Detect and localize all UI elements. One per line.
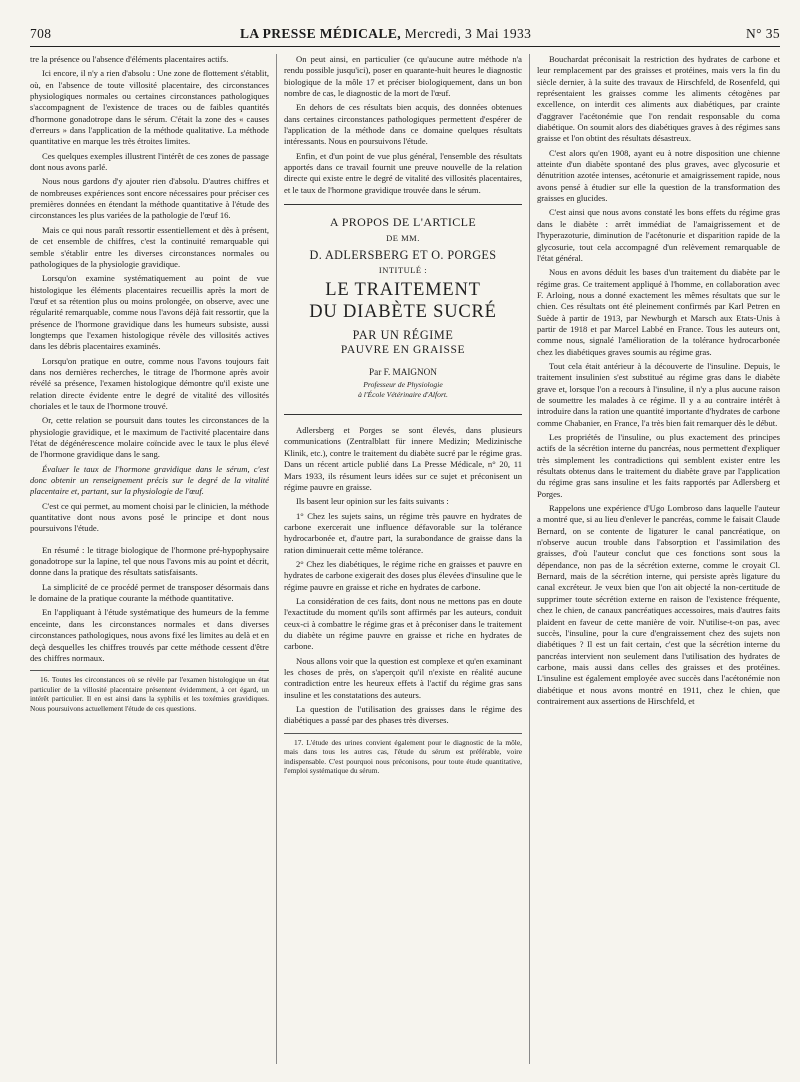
paragraph: Ils basent leur opinion sur les faits suivants : bbox=[296, 496, 449, 507]
title-line: A PROPOS DE L'ARTICLE bbox=[329, 215, 477, 230]
paragraph: Lorsqu'on pratique en outre, comme nous l'avons toujours fait dans nos dernières recherches, le titrage de l'hormone après avoir révélé sa présence, l'examen histologique démontre qu'il existe une relation directe évidente entre le degré de vitalité des villosités choriales et le taux de l'hormone trouvé. bbox=[30, 355, 269, 411]
title-line: INTITULÉ : bbox=[378, 265, 428, 276]
column-right bbox=[537, 54, 780, 1068]
article-title-main: DU DIABÈTE SUCRÉ bbox=[309, 301, 497, 322]
footnote bbox=[284, 738, 522, 776]
section-divider bbox=[284, 204, 522, 205]
paragraph: La question de l'utilisation des graisses dans le régime des diabétiques a passé par des phases très diverses. bbox=[284, 704, 522, 726]
paragraph: Nous allons voir que la question est complexe et qu'en examinant les choses de près, on s'aperçoit qu'il n'existe en réalité aucune contradiction entre les heureux effets à l'actif du régime gras sans insuline et les constatations des auteurs. bbox=[284, 655, 522, 700]
section-divider bbox=[284, 414, 522, 415]
footnote-separator bbox=[284, 733, 522, 734]
paragraph: Rappelons une expérience d'Ugo Lombroso dans laquelle l'auteur a montré que, si au lieu d'enlever le pancréas, comme le faisait Claude Bernard, on se contente de ligaturer le canal pancréatique, on n'observe aucun trouble dans l'absorption et l'assimilation des graisses, d'où l'auteur conclut que ces fonctions sont sous la dépendance, non pas de la sécrétion externe, comme le croyait Cl. Bernard, mais de la sécrétion interne, qui persiste après ligature du canal excréteur. Je veux bien que l'on ait objecté la non-certitude de supprimer toute sécrétion externe en raison de l'existence fréquente, chez le chien, de canaux pancréatiques accessoires, mais d'autres faits plaident en faveur de cette manière de voir. N'utilise-t-on pas, avec succès, l'insuline, pour la cure d'engraissement chez des sujets non diabétiques ? Il est un fait certain, c'est que la sécrétion interne du pancréas intervient non seulement dans l'utilisation des hydrates de carbone, mais aussi dans celles des graisses et des protéines. L'insuline est également employée avec succès dans l'acétonémie non diabétique et nous avons montré en 1911, chez le chien, que contrairement aux assertions de Hirschfeld, et bbox=[537, 503, 780, 706]
paragraph-italic: Évaluer le taux de l'hormone gravidique dans le sérum, c'est donc obtenir un renseignement précis sur le degré de la vitalité placentaire et, partant, sur la physiologie de l'œuf. bbox=[30, 463, 269, 497]
paragraph: Lorsqu'on examine systématiquement au point de vue histologique les éléments placentaires recueillis après la mort de l'œuf et sa rétention plus ou moins prolongée, on observe, avec une régularité remarquable, comme nous l'avons déjà fait ressortir, que la présence de l'hormone gravidique dans les humeurs subsiste, aussi longtemps que l'examen histologique révèle des villosités actives dans les débris placentaires examinés. bbox=[30, 273, 269, 352]
article-subtitle: PAR UN RÉGIME bbox=[352, 328, 454, 343]
running-header bbox=[30, 22, 780, 47]
page-number: 708 bbox=[30, 26, 52, 41]
paragraph: Or, cette relation se poursuit dans toutes les circonstances de la physiologie gravidique, et le maximum de l'activité placentaire dans l'état de dégénérescence molaire coïncide avec le taux le plus élevé de l'hormone gravidique dans le sang. bbox=[30, 415, 269, 460]
article-title-block bbox=[284, 215, 522, 400]
paragraph: Adlersberg et Porges se sont élevés, dans plusieurs communications (Zentralblatt für innere Medizin; Medizinische Klinik, etc.), contre le traitement du diabète sucré par le régime gras. Dans un récent article publié dans La Presse Médicale, n° 20, 11 Mars 1933, ils résument leurs idées sur ce sujet et préconisent un régime pauvre en graisse. bbox=[284, 425, 522, 492]
paragraph: Les propriétés de l'insuline, ou plus exactement des principes actifs de la sécrétion interne du pancréas, nous permettent d'expliquer très simplement les contradictions qui semblent exister entre les résultats obtenus dans le traitement du diabète grave par l'application du régime gras sans insuline et les faits rapportés par Adlersberg et Porges. bbox=[537, 432, 780, 499]
column-rule bbox=[529, 54, 530, 1064]
author-affiliation: Professeur de Physiologie bbox=[363, 380, 443, 390]
paragraph: C'est ainsi que nous avons constaté les bons effets du régime gras dans le diabète : arrêt immédiat de l'amaigrissement et de l'hyperazoturie, diminution de l'acétonurie et disparition rapide de la glycosurie, tout cela accompagné d'un relèvement remarquable de l'état général. bbox=[537, 207, 780, 263]
paragraph: C'est ce qui permet, au moment choisi par le clinicien, la méthode quantitative dont nous avons posé le principe et dont nous poursuivons l'étude. bbox=[30, 500, 269, 534]
paragraph: 1° Chez les sujets sains, un régime très pauvre en hydrates de carbone exercerait une influence défavorable sur la tolérance hydrocarbonée et, d'autre part, la surabondance de graisse dans la ration diminuerait cette même tolérance. bbox=[284, 510, 522, 555]
column-left bbox=[30, 54, 269, 1068]
paragraph: Mais ce qui nous paraît ressortir essentiellement et dès à présent, de cet ensemble de chiffres, c'est la continuité remarquable qui semble s'établir entre les diverses circonstances normales ou pathologiques de la physiologie gravidique. bbox=[30, 224, 269, 269]
paragraph: Nous nous gardons d'y ajouter rien d'absolu. D'autres chiffres et de nombreuses expériences sont encore nécessaires pour préciser ces premières données en étendant la méthode quantitative à l'étude des circonstances les plus variées de la pathologie de l'œuf 16. bbox=[30, 176, 269, 221]
title-line: DE MM. bbox=[386, 232, 420, 243]
paragraph: 2° Chez les diabétiques, le régime riche en graisses et pauvre en hydrates de carbone exigerait des doses plus élevées d'insuline que le régime pauvre en graisse et riche en hydrates de carbone. bbox=[284, 558, 522, 592]
article-subtitle: PAUVRE EN GRAISSE bbox=[340, 344, 466, 357]
paragraph: Nous en avons déduit les bases d'un traitement du diabète par le régime gras. Ce traitement appliqué à l'homme, en collaboration avec F. Arloing, nous a donné exactement les mêmes résultats que sur le chien. Ces résultats ont été pleinement confirmés par Karl Petren en Suède à partir de 1913, par Newburgh et Marsch aux Etats-Unis à partir de 1918 et par Marcel Labbé en France. Tous les auteurs ont, comme nous, signalé l'amélioration de la tolérance hydrocarbonée chez les diabétiques graves soumis au régime gras. bbox=[537, 267, 780, 357]
paragraph: Enfin, et d'un point de vue plus général, l'ensemble des résultats apportés dans ce travail fournit une preuve nouvelle de la relation directe qui existe entre le degré de vitalité des villosités placentaires, et le taux de l'hormone gravidique trouvée dans le sérum. bbox=[284, 150, 522, 195]
issue-date: Mercredi, 3 Mai 1933 bbox=[404, 26, 532, 41]
paragraph: Ici encore, il n'y a rien d'absolu : Une zone de flottement s'établit, où, en l'absence de toute villosité placentaire, des circonstances physiologiques normales ou certaines circonstances pathologiques s'accompagnent de l'existence de traces ou de faibles quantités d'hormone gonadotrope dans le sérum. C'était la zone des « causes d'erreurs » dans l'application de la méthode qualitative. La méthode quantitative en marque les très étroites limites. bbox=[30, 68, 269, 147]
footnote-separator bbox=[30, 670, 269, 671]
paragraph: Tout cela était antérieur à la découverte de l'insuline. Depuis, le traitement insulinien s'est substitué au régime gras dans le diabète grave et, lorsque l'on a recours à l'insuline, il n'y a plus aucune raison de soumettre les malades à ce régime. Il y a au contraire intérêt à introduire dans la ration une quantité importante d'hydrates de carbone comme Chabanier, en France, l'a très bien fait remarquer dès le début. bbox=[537, 360, 780, 428]
paragraph: En l'appliquant à l'étude systématique des humeurs de la femme enceinte, dans les circonstances normales et dans diverses circonstances pathologiques, nous avons fixé les limites au delà et en deçà desquelles les chiffres trouvés par cette méthode cessent d'être des chiffres normaux. bbox=[30, 607, 269, 663]
paragraph: Bouchardat préconisait la restriction des hydrates de carbone et leur remplacement par des graisses et protéines, mais vers la fin du siècle dernier, à la suite des travaux de Hirschfeld, de Rosenfeld, qui représentaient les graisses comme les aliments cétogènes par excellence, on interdit ces aliments aux diabétiques, par crainte d'aggraver l'acétonémie que l'on rendait responsable du coma diabétique. On soumit alors des diabétiques graves à des régimes sans graisse et l'on obtint des résultats désastreux. bbox=[537, 54, 780, 144]
journal-title bbox=[240, 26, 531, 42]
paragraph: On peut ainsi, en particulier (ce qu'aucune autre méthode n'a rendu possible jusqu'ici), poser en quarante-huit heures le diagnostic biologique de la môle 17 et préciser biologiquement, dans un bon nombre de cas, le diagnostic de la mort de l'œuf. bbox=[284, 54, 522, 99]
paragraph: La simplicité de ce procédé permet de transposer désormais dans le domaine de la pratique courante la méthode quantitative. bbox=[30, 581, 269, 604]
summary-paragraph: En résumé : le titrage biologique de l'hormone pré-hypophysaire gonadotrope sur la lapine, tel que nous l'avons mis au point et décrit, donne dans la pratique des résultats satisfaisants. bbox=[30, 544, 269, 578]
column-rule bbox=[276, 54, 277, 1064]
issue-number: N° 35 bbox=[745, 26, 780, 41]
paragraph: tre la présence ou l'absence d'éléments placentaires actifs. bbox=[30, 54, 229, 64]
paragraph: C'est alors qu'en 1908, ayant eu à notre disposition une chienne atteinte d'un diabète spontané des plus graves, avec glycosurie et dénutrition azotée intenses, acétonurie et amaigrissement rapide, nous avons pensé à étudier sur elle la question de la transformation des graisses en glucides. bbox=[537, 147, 780, 204]
article-title-main: LE TRAITEMENT bbox=[325, 280, 481, 301]
title-authors: D. ADLERSBERG ET O. PORGES bbox=[309, 248, 497, 263]
footnote-16: 16. Toutes les circonstances où se révèle par l'examen histologique un état particulier de la villosité placentaire présentent évidemment, à cet égard, un intérêt particulier. Il en est ainsi dans la syphilis et les toxémies gravidiques. Nous poursuivons actuellement l'étude de ces questions. bbox=[30, 675, 269, 713]
article-author: Par F. MAIGNON bbox=[369, 367, 437, 378]
paragraph: En dehors de ces résultats bien acquis, des données obtenues dans certaines circonstances pathologiques permettent d'espérer de l'application de la méthode dans ce domaine quelques résultats intéressants. Nous en poursuivons l'étude. bbox=[284, 102, 522, 147]
paragraph: Ces quelques exemples illustrent l'intérêt de ces zones de passage dont nous avons parlé. bbox=[30, 150, 269, 173]
author-affiliation: à l'École Vétérinaire d'Alfort. bbox=[358, 390, 448, 400]
paragraph: La considération de ces faits, dont nous ne mettons pas en doute l'exactitude du moment qu'ils sont affirmés par les auteurs, conduit ceux-ci à combattre le régime gras et à préconiser dans le traitement du diabète un régime pauvre en graisse et riche en hydrates de carbone. bbox=[284, 595, 522, 652]
footnote-17: 17. L'étude des urines convient également pour le diagnostic de la môle, mais dans tous les autres cas, l'étude du sérum est préférable, voire indispensable. C'est pourquoi nous préconisons, pour toute étude quantitative, l'emploi systématique du sérum. bbox=[284, 737, 522, 776]
footnote bbox=[30, 675, 269, 713]
column-middle bbox=[284, 54, 522, 1068]
journal-name: LA PRESSE MÉDICALE, bbox=[240, 26, 402, 41]
